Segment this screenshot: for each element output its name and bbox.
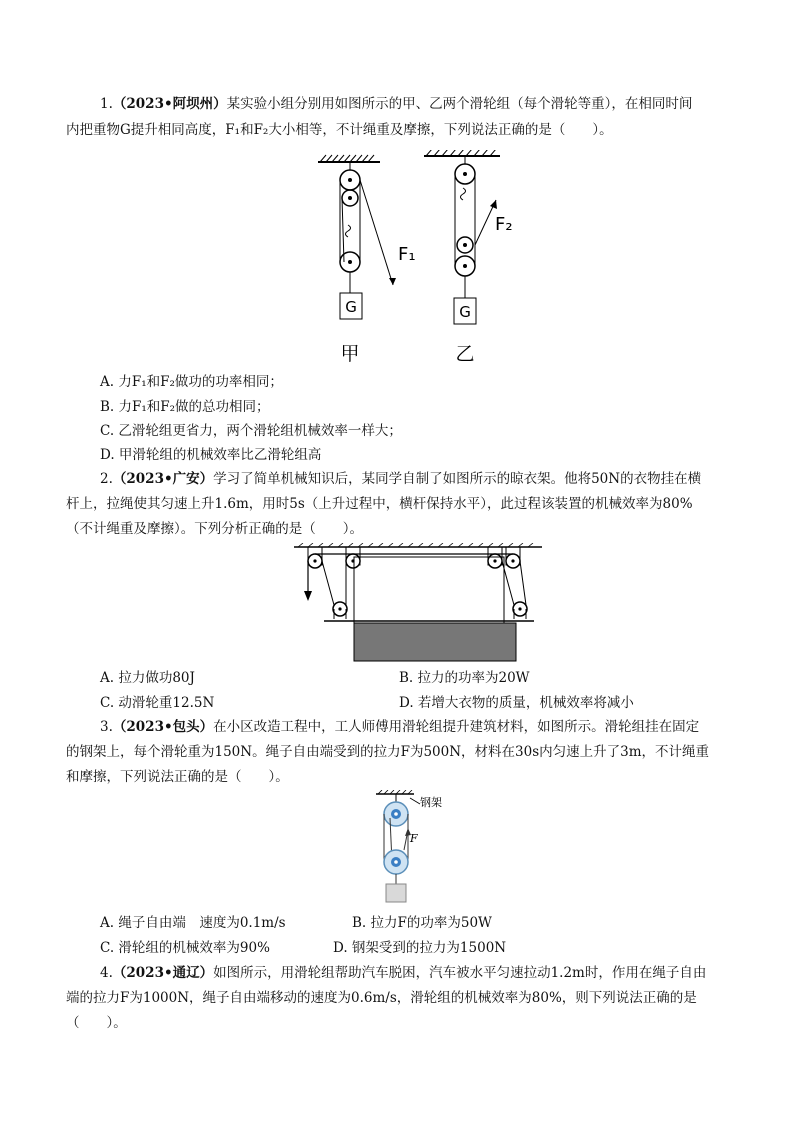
q2-source: （2023•广安） <box>112 471 214 487</box>
q2-line-1 <box>100 469 701 489</box>
q1-label-right: 乙 <box>455 343 475 365</box>
q3-text-3: 和摩擦，下列说法正确的是（ ）。 <box>66 769 289 785</box>
q4-text-1: 如图所示，用滑轮组帮助汽车脱困，汽车被水平匀速拉动1.2m时，作用在绳子自由 <box>213 965 707 981</box>
q4-line-3 <box>66 1013 127 1033</box>
q1-label-left: 甲 <box>340 343 360 365</box>
q1-weight-right: G <box>459 303 471 321</box>
q1-option-d: D. 甲滑轮组的机械效率比乙滑轮组高 <box>100 447 322 463</box>
q1-weight-left: G <box>345 298 357 316</box>
q3-force-label: F <box>410 832 418 845</box>
q2-clothes-rack-figure <box>294 543 544 663</box>
q1-text-2: 内把重物G提升相同高度，F₁和F₂大小相等，不计绳重及摩擦，下列说法正确的是（ ）。 <box>66 122 613 138</box>
q2-number: 2. <box>100 471 113 487</box>
q4-line-1 <box>100 963 706 983</box>
q1-text-1: 某实验小组分别用如图所示的甲、乙两个滑轮组（每个滑轮等重），在相同时间 <box>226 96 693 112</box>
q4-line-2 <box>66 988 697 1008</box>
q1-pulley-figure <box>300 150 540 380</box>
q3-number: 3. <box>100 719 113 735</box>
q3-option-d: D. 钢架受到的拉力为1500N <box>333 940 507 956</box>
q3-line-3 <box>66 767 289 787</box>
q4-text-3: （ ）。 <box>66 1015 127 1031</box>
q3-option-b: B. 拉力F的功率为50W <box>352 915 492 931</box>
q1-number: 1. <box>100 96 113 112</box>
q2-option-a: A. 拉力做功80J <box>100 670 195 686</box>
q1-force-left: F₁ <box>398 244 416 265</box>
q2-text-1: 学习了简单机械知识后，某同学自制了如图所示的晾衣架。他将50N的衣物挂在横 <box>213 471 702 487</box>
q2-option-b: B. 拉力的功率为20W <box>399 670 530 686</box>
q1-line-1 <box>100 94 692 114</box>
q3-frame-label: 钢架 <box>420 796 442 809</box>
q3-line-1 <box>100 717 699 737</box>
q3-text-1: 在小区改造工程中，工人师傅用滑轮组提升建筑材料，如图所示。滑轮组挂在固定 <box>213 719 700 735</box>
q2-option-c: C. 动滑轮重12.5N <box>100 695 215 711</box>
q4-number: 4. <box>100 965 113 981</box>
q2-line-3 <box>66 519 363 539</box>
q3-pulley-figure <box>370 790 470 910</box>
q3-option-a: A. 绳子自由端 速度为0.1m/s <box>100 915 286 931</box>
q2-option-d: D. 若增大衣物的质量，机械效率将减小 <box>399 695 634 711</box>
q2-line-2 <box>66 494 693 514</box>
q3-option-c: C. 滑轮组的机械效率为90% <box>100 940 270 956</box>
q1-line-2 <box>66 120 613 140</box>
q3-line-2 <box>66 742 709 762</box>
q1-option-a: A. 力F₁和F₂做功的功率相同； <box>100 374 283 390</box>
q1-option-c: C. 乙滑轮组更省力，两个滑轮组机械效率一样大； <box>100 423 402 439</box>
q2-text-2: 杆上，拉绳使其匀速上升1.6m，用时5s（上升过程中，横杆保持水平），此过程该装置的机械效率为80% <box>66 496 693 512</box>
q1-source: （2023•阿坝州） <box>112 96 227 112</box>
q1-force-right: F₂ <box>495 214 513 235</box>
q1-option-b: B. 力F₁和F₂做的总功相同； <box>100 399 270 415</box>
q3-source: （2023•包头） <box>112 719 214 735</box>
q2-text-3: （不计绳重及摩擦）。下列分析正确的是（ ）。 <box>66 521 363 537</box>
q3-text-2: 的钢架上，每个滑轮重为150N。绳子自由端受到的拉力F为500N，材料在30s内匀速上升了3m，不计绳重 <box>66 744 710 760</box>
q4-source: （2023•通辽） <box>112 965 214 981</box>
q4-text-2: 端的拉力F为1000N，绳子自由端移动的速度为0.6m/s，滑轮组的机械效率为80%，则下列说法正确的是 <box>66 990 697 1006</box>
